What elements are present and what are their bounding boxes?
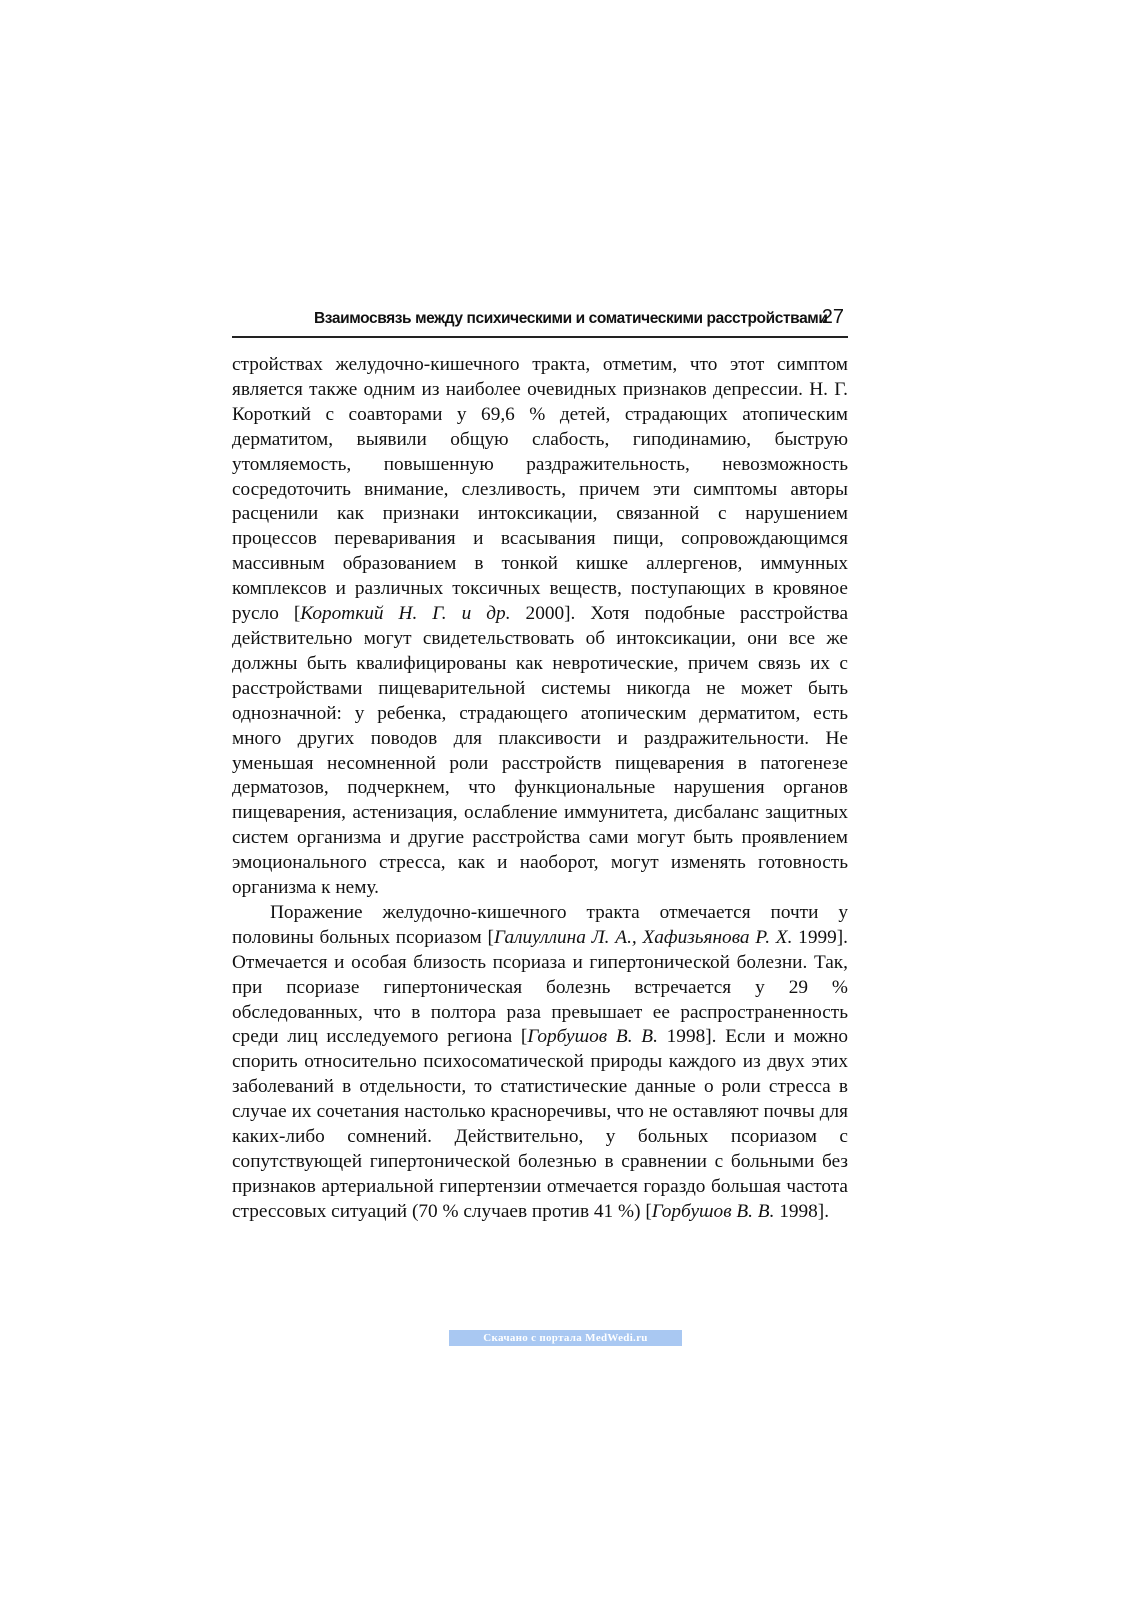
body-text — [232, 353, 848, 1225]
paragraph-2-text-a: Поражение желудочно-кишечного тракта отмечается почти у половины больных псориазом [ — [232, 901, 848, 948]
paragraph-1-text-a: стройствах желудочно-кишечного тракта, отметим, что этот симптом является также одним из наиболее очевидных признаков депрессии. Н. Г. Короткий с соавторами у 69,6 % детей, страдающих атопическим дерматитом, выявили общую слабость, гиподинамию, быструю утомляемость, повышенную раздражительность, невозможность сосредоточить внимание, слезливость, причем эти симптомы авторы расценили как признаки интоксикации, связанной с нарушением процессов переваривания и всасывания пищи, сопровождающимся массивным образованием в тонкой кишке аллергенов, иммунных комплексов и различных токсичных веществ, поступающих в кровяное русло [ — [232, 354, 848, 625]
paragraph-2-text-b: 1999]. Отмечается и особая близость псориаза и гипертонической болезни. Так, при псориазе гипертоническая болезнь встречается у 29 % обследованных, что в полтора раза превышает ее распространенность среди лиц исследуемого региона [ — [232, 926, 848, 1048]
paragraph-1-text-b: 2000]. Хотя подобные расстройства действительно могут свидетельствовать об интоксикации, они все же должны быть квалифицированы как невротические, причем связь их с расстройствами пищеварительной системы никогда не может быть однозначной: у ребенка, страдающего атопическим дерматитом, есть много других поводов для плаксивости и раздражительности. Не уменьшая несомненной роли расстройств пищеварения в патогенезе дерматозов, подчеркнем, что функциональные нарушения органов пищеварения, астенизация, ослабление иммунитета, дисбаланс защитных систем организма и другие расстройства сами могут быть проявлением эмоционального стресса, как и наоборот, могут изменять готовность организма к нему. — [232, 603, 849, 899]
citation-gorbushov-2: Горбушов В. В. — [651, 1200, 775, 1222]
citation-korotkiy: Короткий Н. Г. и др. — [300, 603, 511, 625]
paragraph-1 — [232, 353, 848, 901]
running-head: Взаимосвязь между психическими и соматическими расстройствами — [314, 310, 828, 327]
paragraph-2-text-d: 1998]. — [774, 1200, 830, 1222]
citation-galiullina: Галиуллина Л. А., Хафизьянова Р. Х. — [493, 926, 793, 948]
paragraph-2 — [232, 901, 848, 1225]
page-header — [232, 306, 848, 338]
watermark-banner: Скачано с портала MedWedi.ru — [449, 1330, 682, 1346]
page-number: 27 — [821, 306, 844, 328]
paragraph-2-text-c: 1998]. Если и можно спорить относительно психосоматической природы каждого из двух этих заболеваний в отдельности, то статистические данные о роли стресса в случае их сочетания настолько красноречивы, что не оставляют почвы для каких-либо сомнений. Действительно, у больных псориазом с сопутствующей гипертонической болезнью в сравнении с больными без признаков артериальной гипертензии отмечается гораздо большая частота стрессовых ситуаций (70 % случаев против 41 %) [ — [232, 1026, 848, 1222]
citation-gorbushov-1: Горбушов В. В. — [527, 1026, 658, 1048]
